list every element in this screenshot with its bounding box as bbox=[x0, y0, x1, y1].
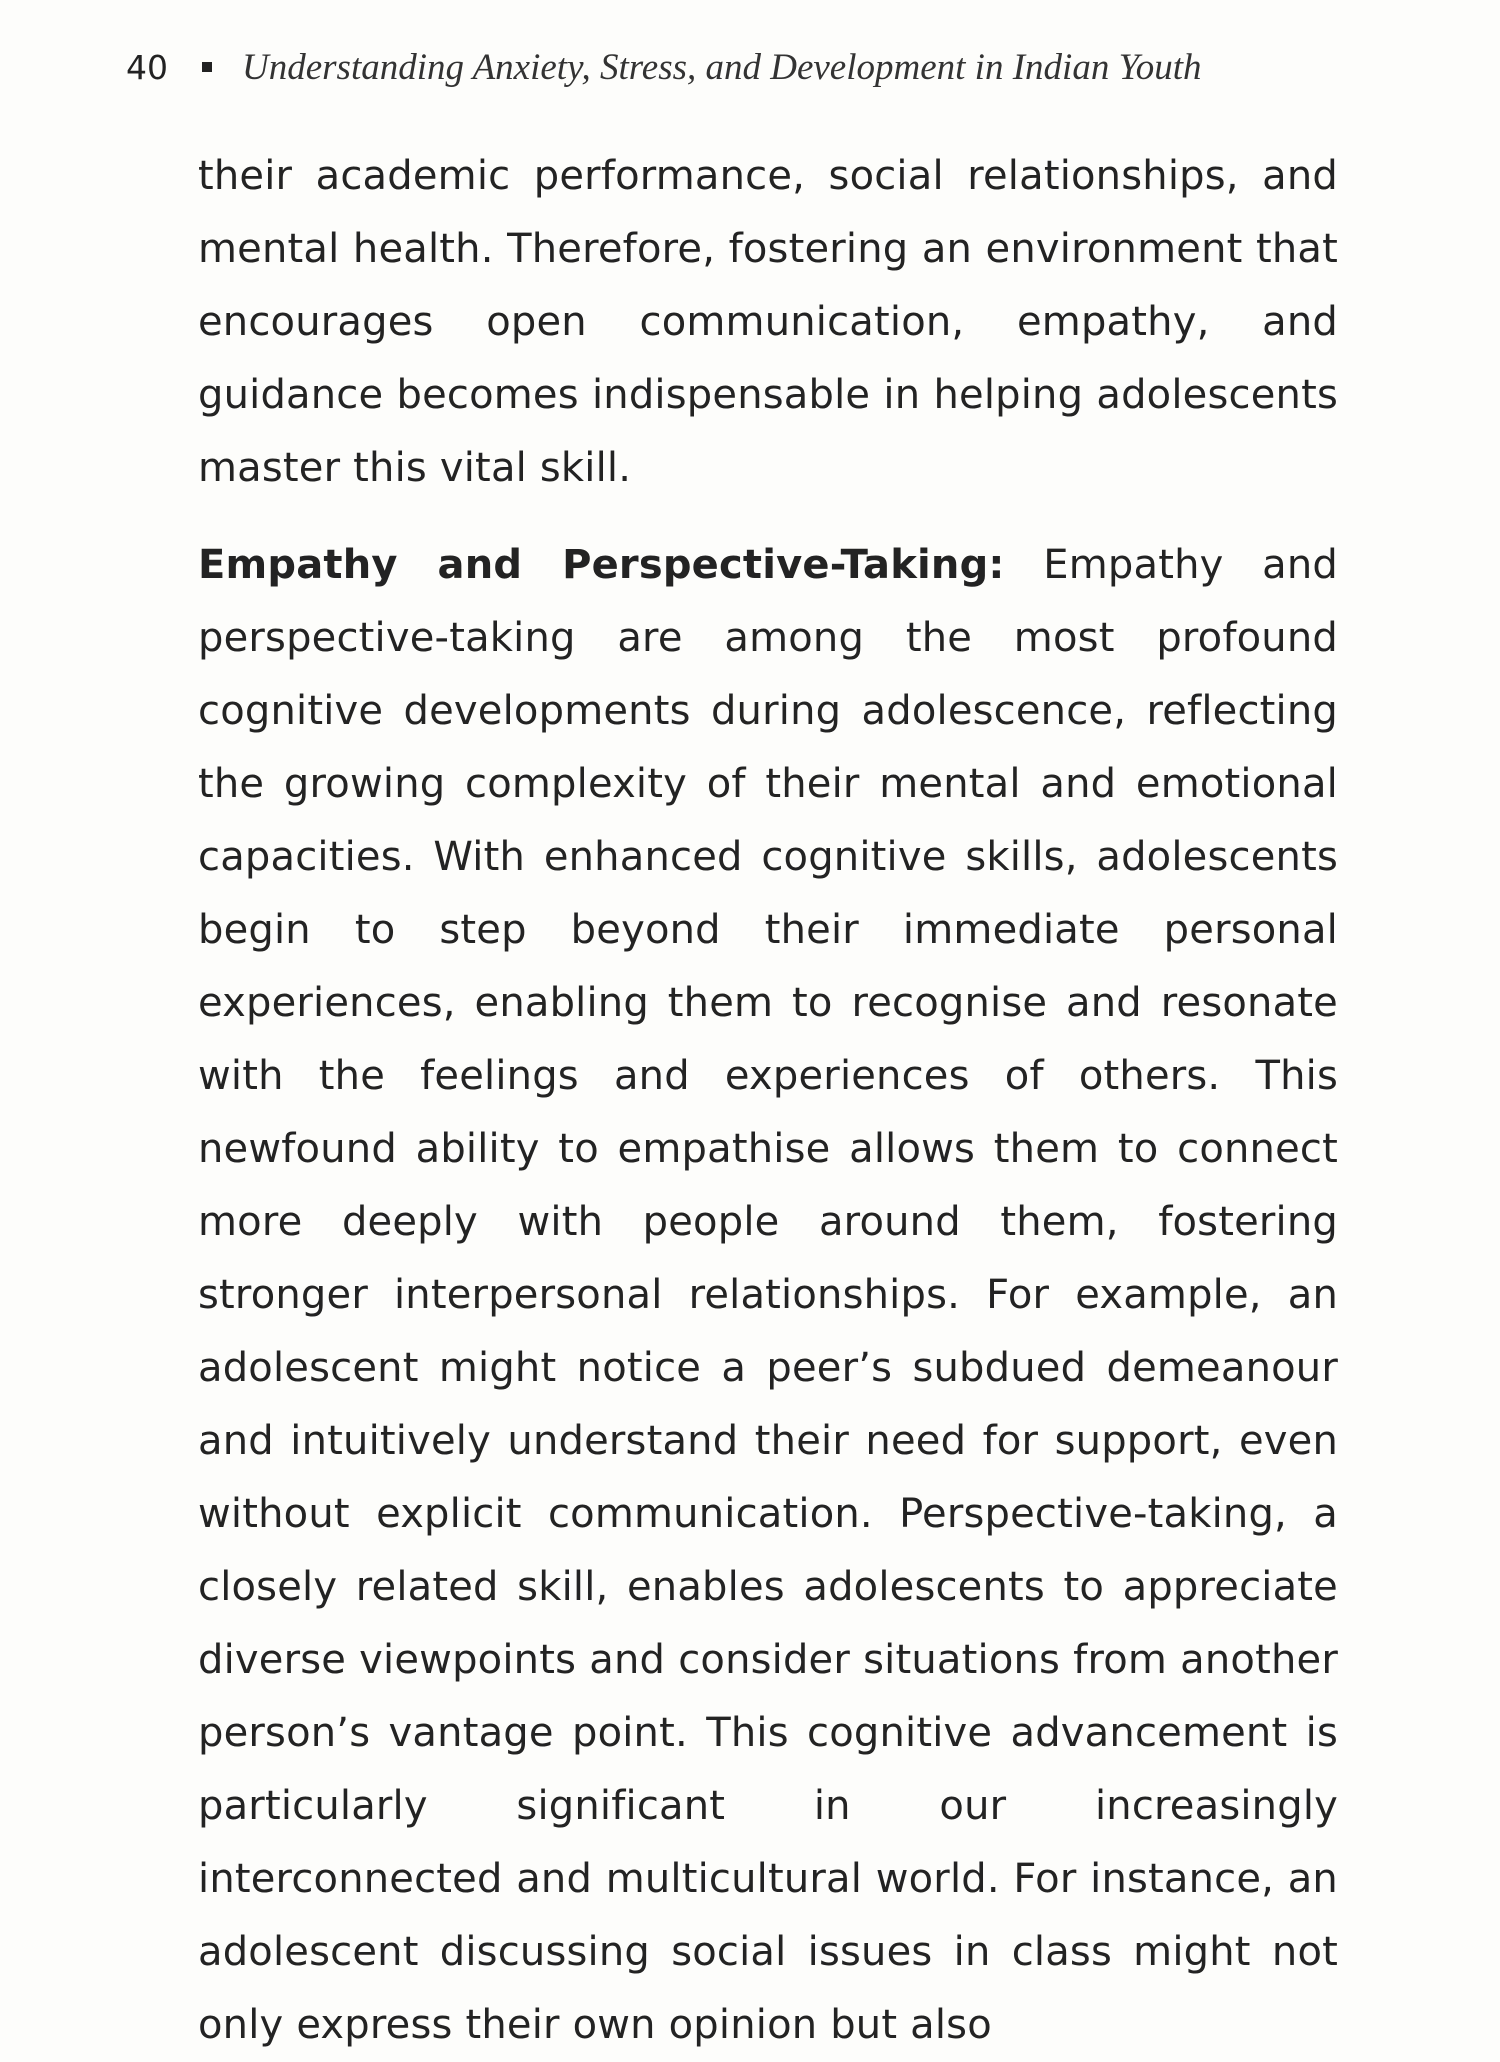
body-text bbox=[198, 140, 1338, 2062]
page-number: 40 bbox=[126, 47, 168, 87]
paragraph-empathy bbox=[198, 529, 1338, 2062]
paragraph-body: Empathy and perspective-taking are among the most profound cognitive developments during adolescence, reflecting the growing complexity of their mental and emotional capacities. With enhanced cognitive skills, adolescents begin to step beyond their immediate personal experiences, enabling them to recognise and resonate with the feelings and experiences of others. This newfound ability to empathise allows them to connect more deeply with people around them, fostering stronger interpersonal relationships. For example, an adolescent might notice a peer’s subdued demeanour and intuitively understand their need for support, even without explicit communication. Perspective-taking, a closely related skill, enables adolescents to appreciate diverse viewpoints and consider situations from another person’s vantage point. This cognitive advancement is particularly significant in our increasingly interconnected and multicultural world. For instance, an adolescent discussing social issues in class might not only express their own opinion but also bbox=[198, 542, 1338, 2048]
book-title: Understanding Anxiety, Stress, and Development in Indian Youth bbox=[242, 46, 1202, 88]
section-heading: Empathy and Perspective-Taking: bbox=[198, 542, 1005, 588]
square-bullet-icon bbox=[202, 62, 212, 72]
paragraph-continuation: their academic performance, social relationships, and mental health. Therefore, fostering an environment that encourages open communication, empathy, and guidance becomes indispensable in helping adolescents master this vital skill. bbox=[198, 153, 1338, 491]
running-header bbox=[126, 42, 1202, 92]
